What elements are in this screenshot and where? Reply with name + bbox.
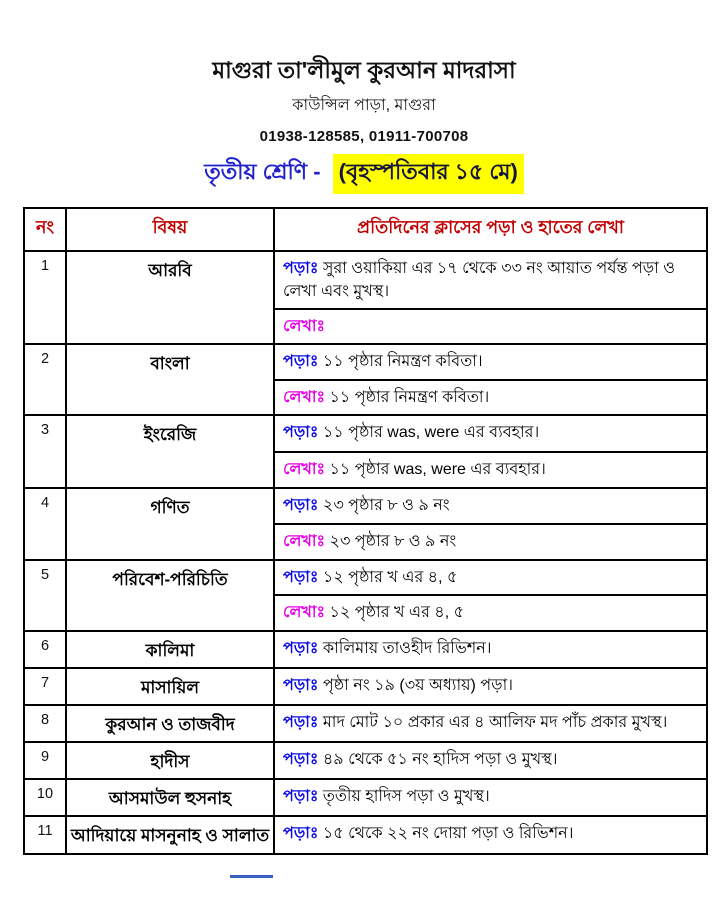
subject-cell: কুরআন ও তাজবীদ	[66, 705, 274, 742]
table-row	[24, 251, 707, 309]
pora-text: ১৫ থেকে ২২ নং দোয়া পড়া ও রিভিশন।	[318, 824, 574, 842]
lekha-text: ১১ পৃষ্ঠার was, were এর ব্যবহার।	[325, 460, 546, 478]
pora-label: পড়াঃ	[283, 824, 319, 842]
date-highlight-label: (বৃহস্পতিবার ১৫ মে)	[333, 154, 524, 194]
lekha-cell	[274, 309, 707, 344]
pora-label: পড়াঃ	[283, 496, 319, 514]
subject-cell: হাদীস	[66, 742, 274, 779]
table-row	[24, 668, 707, 705]
row-number-cell: 5	[24, 560, 66, 631]
row-number-cell: 3	[24, 415, 66, 488]
pora-text: ১১ পৃষ্ঠার নিমন্ত্রণ কবিতা।	[318, 353, 483, 371]
subject-cell: মাসায়িল	[66, 668, 274, 705]
row-number-cell: 7	[24, 668, 66, 705]
pora-text: ১১ পৃষ্ঠার was, were এর ব্যবহার।	[318, 423, 540, 441]
pora-cell	[274, 816, 707, 854]
table-row	[24, 742, 707, 779]
pora-cell	[274, 488, 707, 524]
row-number-cell: 2	[24, 344, 66, 414]
pora-label: পড়াঃ	[283, 353, 319, 371]
lekha-cell	[274, 595, 707, 631]
subject-cell: আসমাউল হুসনাহ	[66, 779, 274, 816]
subject-cell: পরিবেশ-পরিচিতি	[66, 560, 274, 631]
blue-underline-mark	[230, 875, 273, 878]
pora-cell	[274, 344, 707, 379]
lekha-label: লেখাঃ	[283, 388, 326, 406]
table-row	[24, 415, 707, 452]
subject-cell: আরবি	[66, 251, 274, 345]
pora-cell	[274, 705, 707, 742]
school-title: মাগুরা তা'লীমুল কুরআন মাদরাসা	[212, 57, 516, 83]
pora-label: পড়াঃ	[283, 568, 319, 586]
class-name-label: তৃতীয় শ্রেণি -	[204, 158, 321, 184]
pora-cell	[274, 560, 707, 595]
pora-cell	[274, 251, 707, 309]
pora-text: কালিমায় তাওহীদ রিভিশন।	[318, 639, 492, 657]
row-number-cell: 1	[24, 251, 66, 345]
pora-label: পড়াঃ	[283, 259, 319, 277]
table-row	[24, 344, 707, 379]
lesson-table	[23, 207, 708, 855]
table-row	[24, 631, 707, 668]
row-number-cell: 6	[24, 631, 66, 668]
subject-cell: কালিমা	[66, 631, 274, 668]
lekha-text: ১১ পৃষ্ঠার নিমন্ত্রণ কবিতা।	[325, 388, 490, 406]
pora-cell	[274, 668, 707, 705]
subject-cell: গণিত	[66, 488, 274, 560]
table-row	[24, 488, 707, 524]
class-date-line	[0, 154, 728, 194]
table-header-row	[24, 208, 707, 251]
school-address: কাউন্সিল পাড়া, মাগুরা	[292, 96, 436, 114]
row-number-cell: 10	[24, 779, 66, 816]
lekha-cell	[274, 380, 707, 415]
table-row	[24, 560, 707, 595]
column-header-lesson: প্রতিদিনের ক্লাসের পড়া ও হাতের লেখা	[274, 208, 707, 251]
pora-label: পড়াঃ	[283, 676, 319, 694]
subject-cell: ইংরেজি	[66, 415, 274, 488]
pora-text: ৪৯ থেকে ৫১ নং হাদিস পড়া ও মুখস্থ।	[318, 750, 558, 768]
pora-text: সুরা ওয়াকিয়া এর ১৭ থেকে ৩৩ নং আয়াত পর্যন্ত পড়া ও লেখা এবং মুখস্থ।	[283, 259, 676, 300]
pora-cell	[274, 779, 707, 816]
lekha-label: লেখাঃ	[283, 532, 326, 550]
pora-text: ১২ পৃষ্ঠার খ এর ৪, ৫	[318, 568, 458, 586]
lekha-cell	[274, 524, 707, 560]
phone-numbers: 01938-128585, 01911-700708	[259, 127, 469, 145]
subject-cell: আদিয়ায়ে মাসনুনাহ ও সালাত	[66, 816, 274, 854]
pora-cell	[274, 631, 707, 668]
lekha-text: ২৩ পৃষ্ঠার ৮ ও ৯ নং	[325, 532, 457, 550]
pora-label: পড়াঃ	[283, 713, 319, 731]
row-number-cell: 4	[24, 488, 66, 560]
lekha-cell	[274, 452, 707, 488]
table-row	[24, 779, 707, 816]
pora-text: পৃষ্ঠা নং ১৯ (৩য় অধ্যায়) পড়া।	[318, 676, 513, 694]
lekha-label: লেখাঃ	[283, 318, 326, 336]
document-header	[0, 0, 728, 194]
pora-cell	[274, 415, 707, 452]
lekha-text: ১২ পৃষ্ঠার খ এর ৪, ৫	[325, 603, 464, 621]
pora-label: পড়াঃ	[283, 423, 319, 441]
row-number-cell: 8	[24, 705, 66, 742]
subject-cell: বাংলা	[66, 344, 274, 414]
pora-cell	[274, 742, 707, 779]
pora-label: পড়াঃ	[283, 750, 319, 768]
row-number-cell: 9	[24, 742, 66, 779]
pora-text: ২৩ পৃষ্ঠার ৮ ও ৯ নং	[318, 496, 450, 514]
lekha-label: লেখাঃ	[283, 603, 326, 621]
row-number-cell: 11	[24, 816, 66, 854]
pora-label: পড়াঃ	[283, 787, 319, 805]
table-row	[24, 816, 707, 854]
column-header-subject: বিষয়	[66, 208, 274, 251]
pora-text: মাদ মোট ১০ প্রকার এর ৪ আলিফ মদ পাঁচ প্রকার মুখস্থ।	[318, 713, 668, 731]
lekha-label: লেখাঃ	[283, 460, 326, 478]
pora-label: পড়াঃ	[283, 639, 319, 657]
pora-text: তৃতীয় হাদিস পড়া ও মুখস্থ।	[318, 787, 490, 805]
table-row	[24, 705, 707, 742]
column-header-no: নং	[24, 208, 66, 251]
